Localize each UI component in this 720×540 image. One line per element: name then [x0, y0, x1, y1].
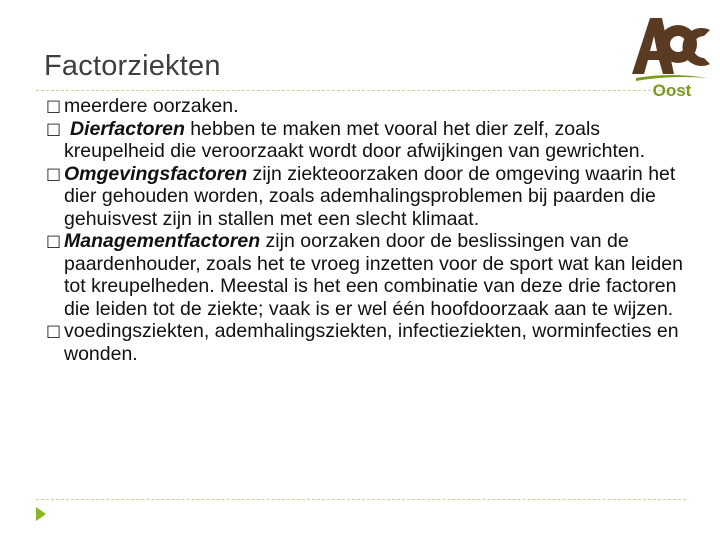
- list-item: [46, 163, 686, 231]
- list-item-text: zijn ziekteoorzaken door de omgeving waarin het dier gehouden worden, zoals ademhalingsproblemen bij paarden die gehuisvest zijn in stallen met een slecht klimaat.: [64, 162, 676, 230]
- slide-title: Factorziekten: [44, 50, 221, 82]
- list-item-text: hebben te maken met vooral het dier zelf, zoals kreupelheid die veroorzaakt wordt door afwijkingen van gewrichten.: [64, 117, 645, 162]
- list-item-text: voedingsziekten, ademhalingsziekten, infectieziekten, worminfecties en wonden.: [64, 320, 679, 365]
- list-item: [46, 118, 686, 163]
- bullet-square-icon: □: [46, 231, 62, 250]
- list-item-text: zijn oorzaken door de beslissingen van de paardenhouder, zoals het te vroeg inzetten voor de sport wat kan leiden tot kreupelheden. Meestal is het een combinatie van deze drie factoren die leiden tot de ziekte; vaak is er wel één hoofdoorzaak aan te wijzen.: [64, 230, 683, 320]
- title-divider: [36, 90, 686, 91]
- bullet-square-icon: □: [46, 321, 62, 340]
- logo-subtext: Oost: [652, 81, 692, 98]
- list-item: [46, 230, 686, 320]
- bullet-square-icon: □: [46, 163, 62, 183]
- list-item-term: Omgevingsfactoren: [64, 162, 248, 185]
- bullet-list: [46, 95, 686, 365]
- list-item: [46, 95, 686, 118]
- list-item-term: Managementfactoren: [64, 230, 261, 252]
- play-arrow-icon: [34, 505, 48, 523]
- footer-divider: [36, 499, 686, 500]
- bullet-square-icon: □: [46, 96, 62, 115]
- list-item-text: meerdere oorzaken.: [64, 95, 239, 117]
- list-item: [46, 320, 686, 365]
- list-item-term: Dierfactoren: [70, 117, 185, 140]
- bullet-square-icon: □: [46, 118, 62, 138]
- aoc-oost-logo: [628, 8, 712, 98]
